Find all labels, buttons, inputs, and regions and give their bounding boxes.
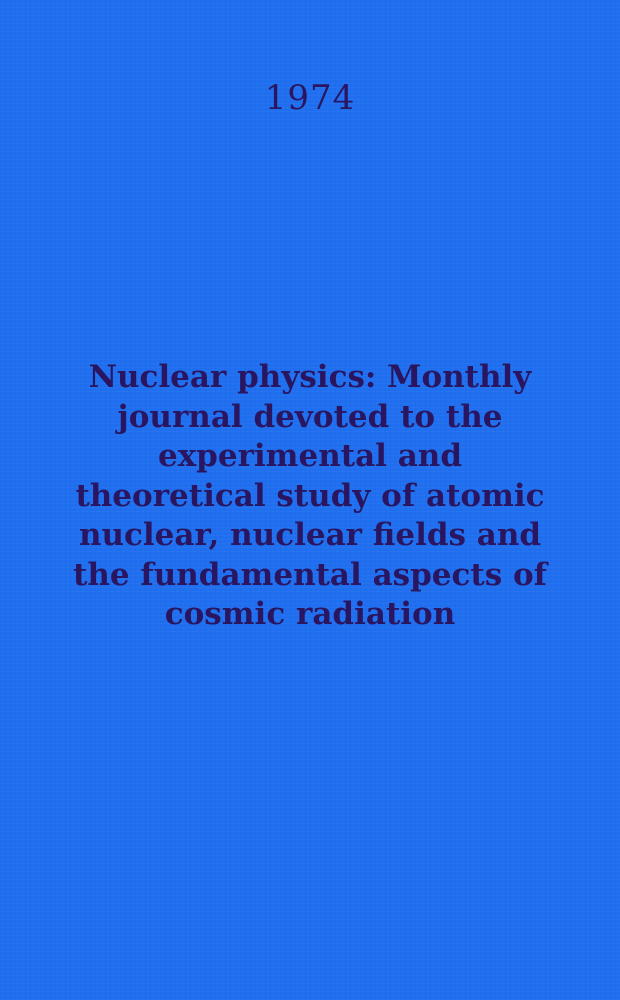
publication-year: 1974: [264, 78, 356, 118]
book-title: [40, 358, 580, 635]
title-line: nuclear, nuclear fields and: [78, 517, 542, 553]
title-line: experimental and: [157, 438, 463, 474]
title-line: Nuclear physics: Monthly: [88, 359, 532, 395]
title-line: theoretical study of atomic: [75, 477, 545, 514]
title-line: journal devoted to the: [117, 398, 503, 435]
title-line: cosmic radiation: [164, 596, 456, 632]
title-line: the fundamental aspects of: [73, 556, 547, 593]
